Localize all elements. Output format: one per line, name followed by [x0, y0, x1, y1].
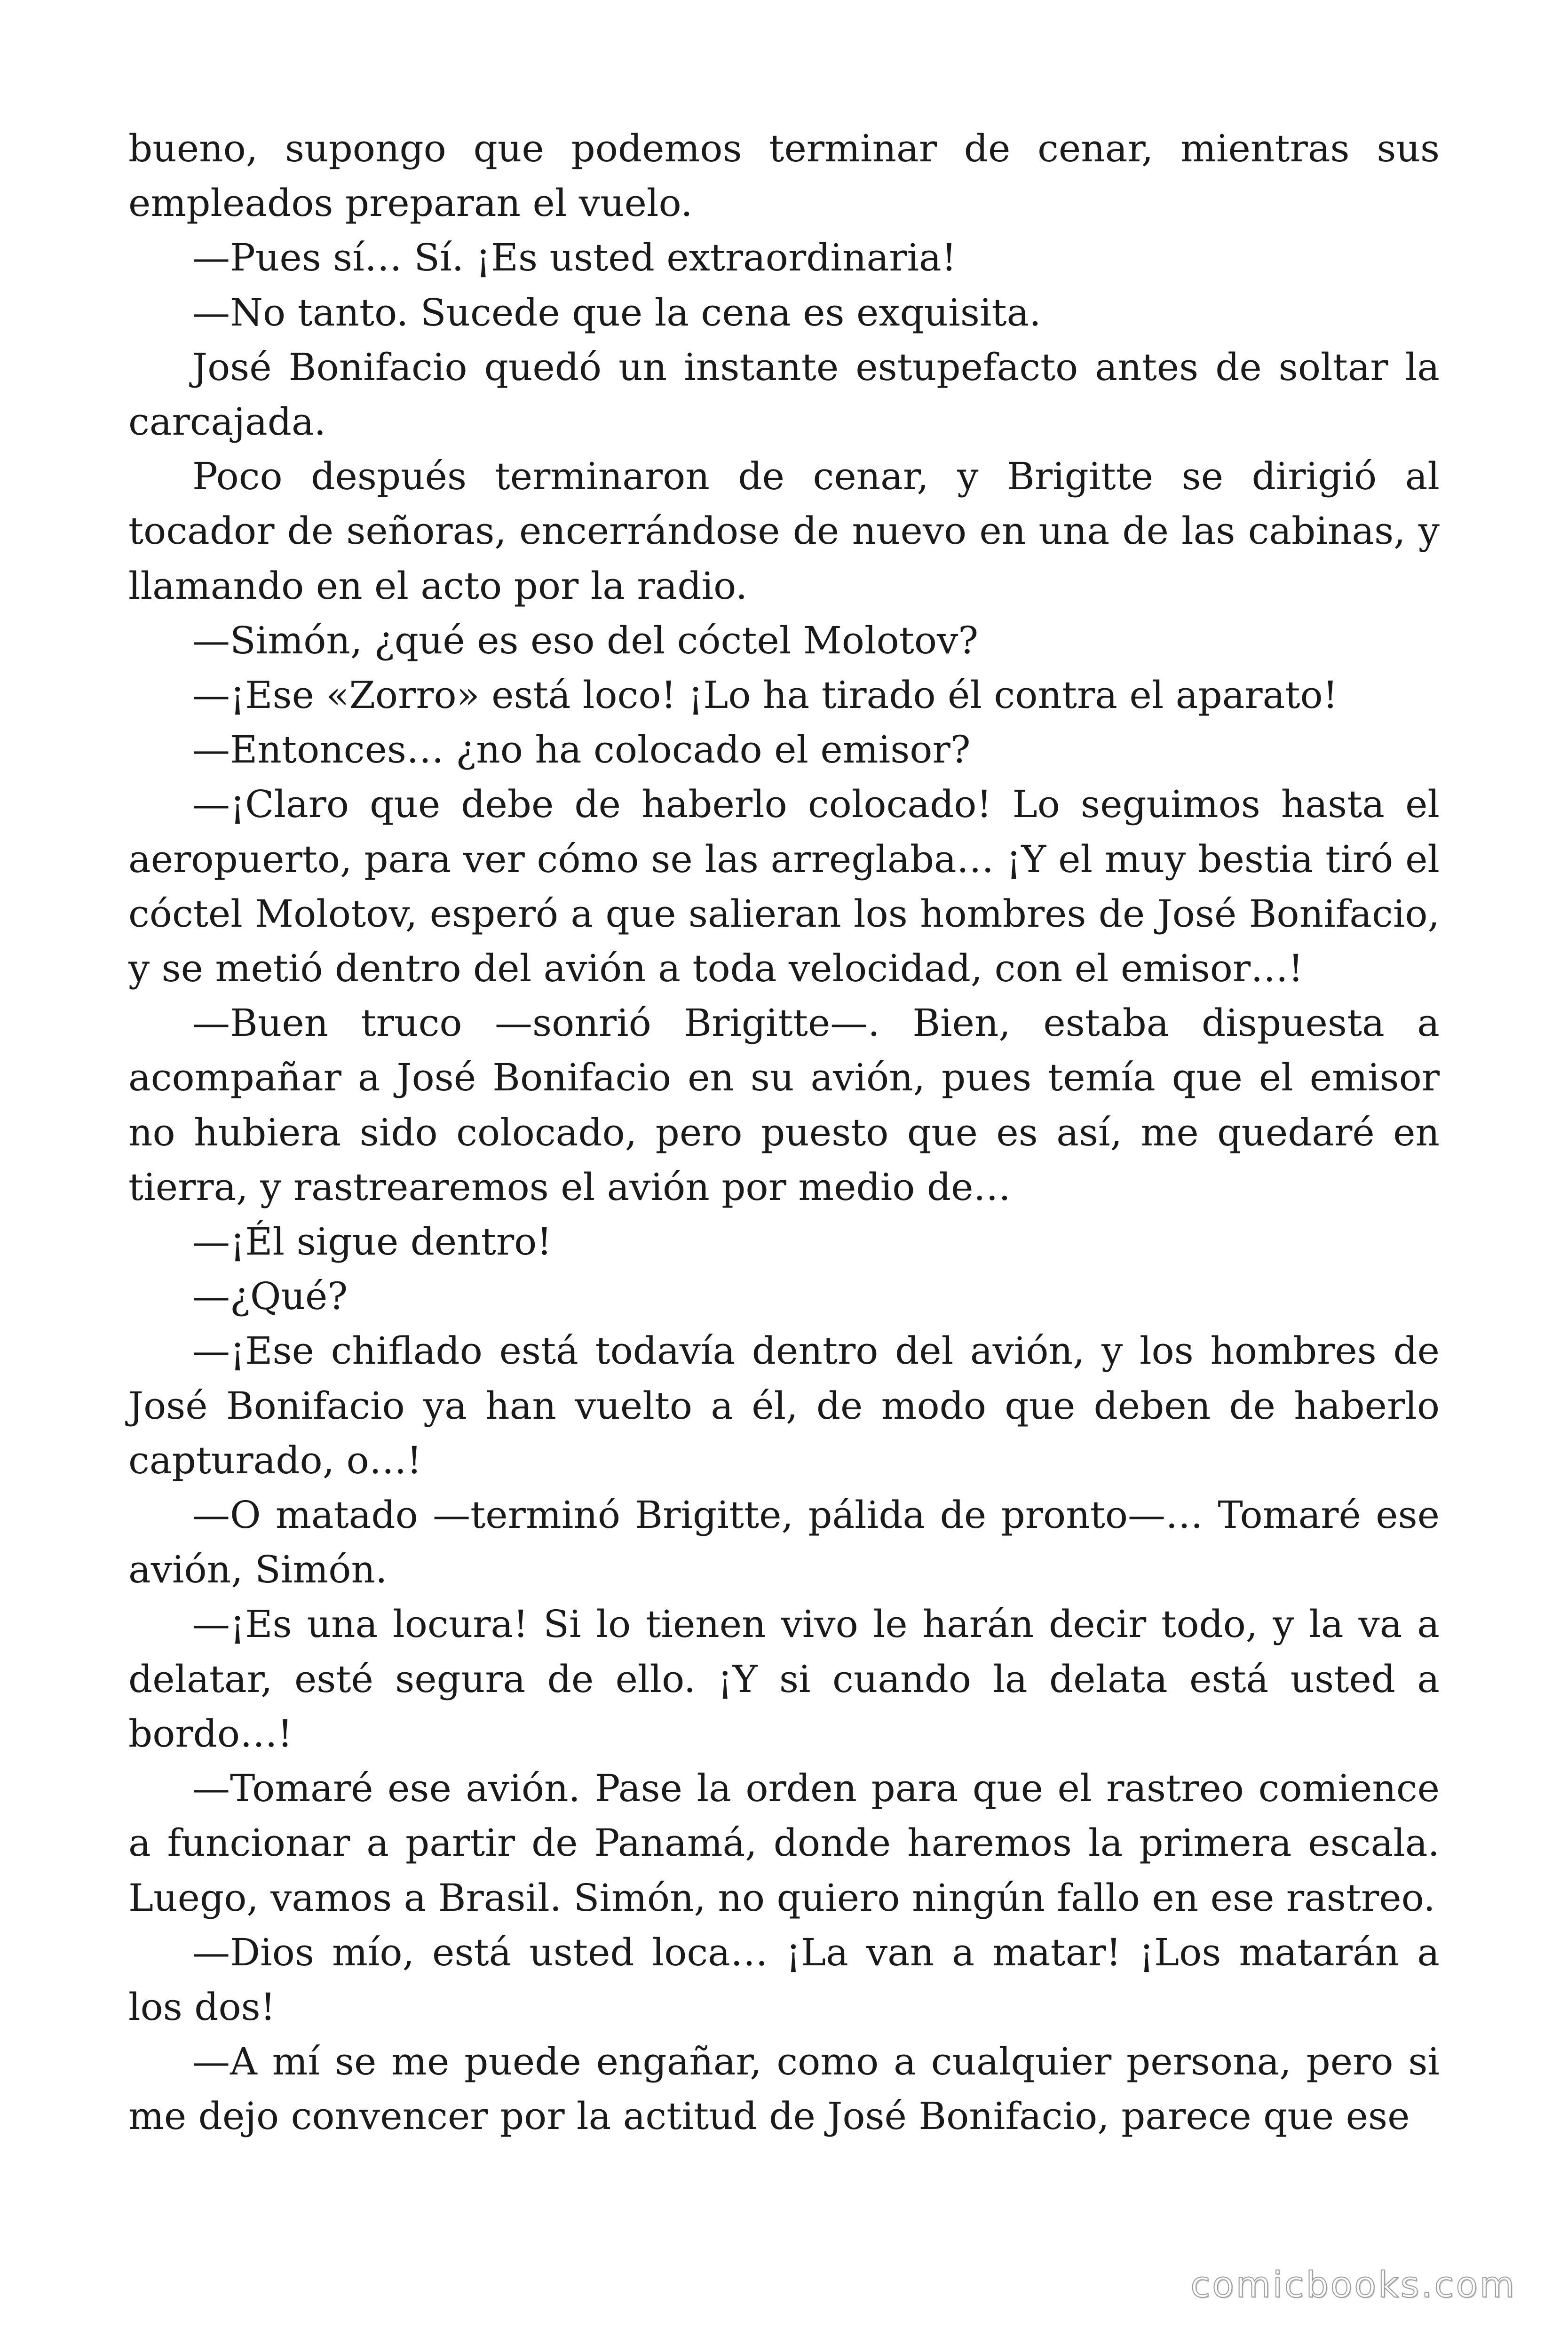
paragraph: —No tanto. Sucede que la cena es exquisita.	[192, 290, 1041, 334]
paragraph: bueno, supongo que podemos terminar de cenar, mientras sus empleados preparan el vuelo.	[128, 127, 1440, 225]
paragraph: —Simón, ¿qué es eso del cóctel Molotov?	[192, 618, 979, 662]
paragraph: —Tomaré ese avión. Pase la orden para que el rastreo comience a funcionar a partir de Panamá, donde haremos la primera escala. Luego, vamos a Brasil. Simón, no quiero ningún fallo en ese rastreo.	[128, 1766, 1440, 1920]
paragraph: —Dios mío, está usted loca… ¡La van a matar! ¡Los matarán a los dos!	[128, 1930, 1440, 2029]
paragraph: —¡Claro que debe de haberlo colocado! Lo seguimos hasta el aeropuerto, para ver cómo se las arreglaba… ¡Y el muy bestia tiró el cóctel Molotov, esperó a que salieran los hombres de José Bonifacio, y se metió dentro del avión a toda velocidad, con el emisor…!	[128, 782, 1440, 991]
paragraph: Poco después terminaron de cenar, y Brigitte se dirigió al tocador de señoras, encerrándose de nuevo en una de las cabinas, y llamando en el acto por la radio.	[128, 454, 1440, 608]
paragraph: —O matado —terminó Brigitte, pálida de pronto—… Tomaré ese avión, Simón.	[128, 1493, 1440, 1592]
paragraph: —Pues sí… Sí. ¡Es usted extraordinaria!	[192, 236, 957, 280]
page-body-text	[128, 121, 1440, 2144]
paragraph: José Bonifacio quedó un instante estupefacto antes de soltar la carcajada.	[128, 345, 1440, 444]
paragraph: —A mí se me puede engañar, como a cualquier persona, pero si me dejo convencer por la actitud de José Bonifacio, parece que ese	[128, 2040, 1440, 2138]
paragraph: —¡Ese chiflado está todavía dentro del avión, y los hombres de José Bonifacio ya han vuelto a él, de modo que deben de haberlo capturado, o…!	[128, 1329, 1440, 1482]
paragraph: —¡Ese «Zorro» está loco! ¡Lo ha tirado él contra el aparato!	[192, 673, 1338, 717]
paragraph: —Entonces… ¿no ha colocado el emisor?	[192, 728, 971, 772]
paragraph: —¿Qué?	[192, 1274, 348, 1319]
paragraph: —Buen truco —sonrió Brigitte—. Bien, estaba dispuesta a acompañar a José Bonifacio en su avión, pues temía que el emisor no hubiera sido colocado, pero puesto que es así, me quedaré en tierra, y rastrearemos el avión por medio de…	[128, 1001, 1440, 1209]
paragraph: —¡Él sigue dentro!	[192, 1220, 552, 1264]
paragraph: —¡Es una locura! Si lo tienen vivo le harán decir todo, y la va a delatar, esté segura de ello. ¡Y si cuando la delata está usted a bordo…!	[128, 1602, 1440, 1756]
watermark-logo: comicbooks.com	[1190, 2264, 1516, 2305]
